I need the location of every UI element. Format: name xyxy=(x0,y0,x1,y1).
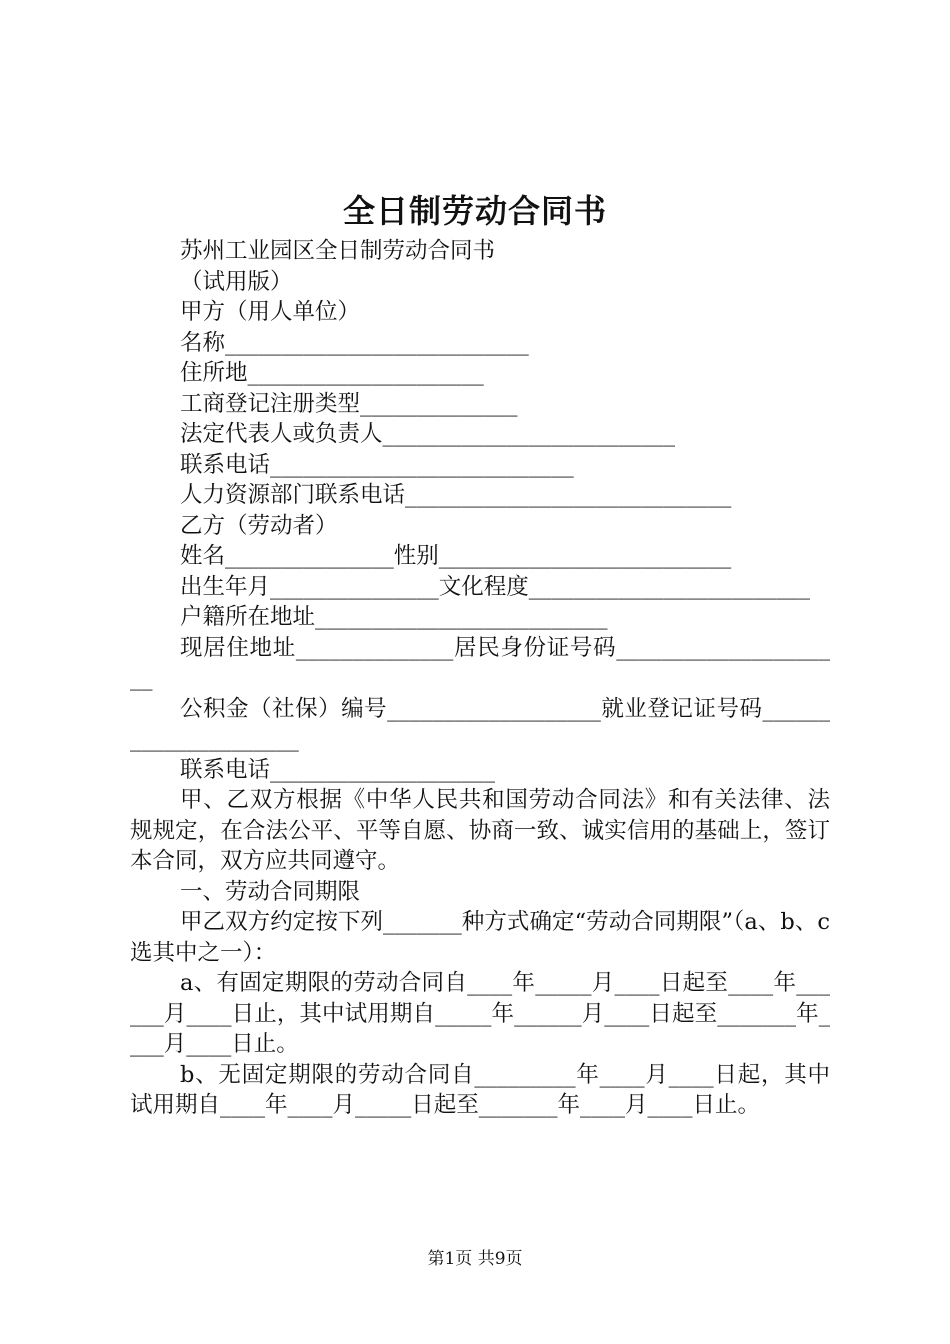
party-a-address-field: 住所地_____________________ xyxy=(180,360,484,386)
document-title: 全日制劳动合同书 xyxy=(342,192,607,230)
section-1-heading: 一、劳动合同期限 xyxy=(180,878,361,905)
party-b-residence-id-field: 现居住地址______________居民身份证号码_____________________ xyxy=(130,634,830,691)
party-b-fund-employment-field: 公积金（社保）编号___________________就业登记证号码_____________________ xyxy=(130,695,830,752)
subtitle: 苏州工业园区全日制劳动合同书 xyxy=(180,238,496,264)
preamble-paragraph: 甲、乙双方根据《中华人民共和国劳动合同法》和有关法律、法规规定，在合法公平、平等自愿、协商一致、诚实信用的基础上，签订本合同，双方应共同遵守。 xyxy=(130,787,830,874)
party-a-phone-field: 联系电话___________________________ xyxy=(180,451,574,478)
party-b-name-gender-field: 姓名_______________性别__________________________ xyxy=(180,543,732,569)
page-number: 第1页 共9页 xyxy=(427,1249,523,1269)
party-b-birth-education-field: 出生年月_______________文化程度_________________________ xyxy=(180,573,811,600)
party-a-heading: 甲方（用人单位） xyxy=(180,299,361,325)
document-body xyxy=(130,236,830,1121)
party-a-name-field: 名称___________________________ xyxy=(180,329,529,356)
clause-b-paragraph: b、无固定期限的劳动合同自_________年____月____日起，其中试用期自____年____月_____日起至_______年____月____日止。 xyxy=(130,1061,830,1118)
party-b-phone-field: 联系电话____________________ xyxy=(180,756,496,783)
party-b-household-address-field: 户籍所在地址__________________________ xyxy=(180,604,608,630)
term-method-paragraph: 甲乙双方约定按下列_______种方式确定“劳动合同期限”（a、b、c选其中之一）： xyxy=(130,909,830,966)
clause-a-paragraph: a、有固定期限的劳动合同自____年_____月____日起至____年______月____日止，其中试用期自_____年______月____日起至_______年____月____日止。 xyxy=(130,970,830,1057)
party-b-heading: 乙方（劳动者） xyxy=(180,512,338,539)
party-a-registration-type-field: 工商登记注册类型______________ xyxy=(180,390,518,417)
party-a-legal-representative-field: 法定代表人或负责人__________________________ xyxy=(180,421,676,447)
party-a-hr-phone-field: 人力资源部门联系电话_____________________________ xyxy=(180,482,732,508)
version-note: （试用版） xyxy=(180,268,293,295)
